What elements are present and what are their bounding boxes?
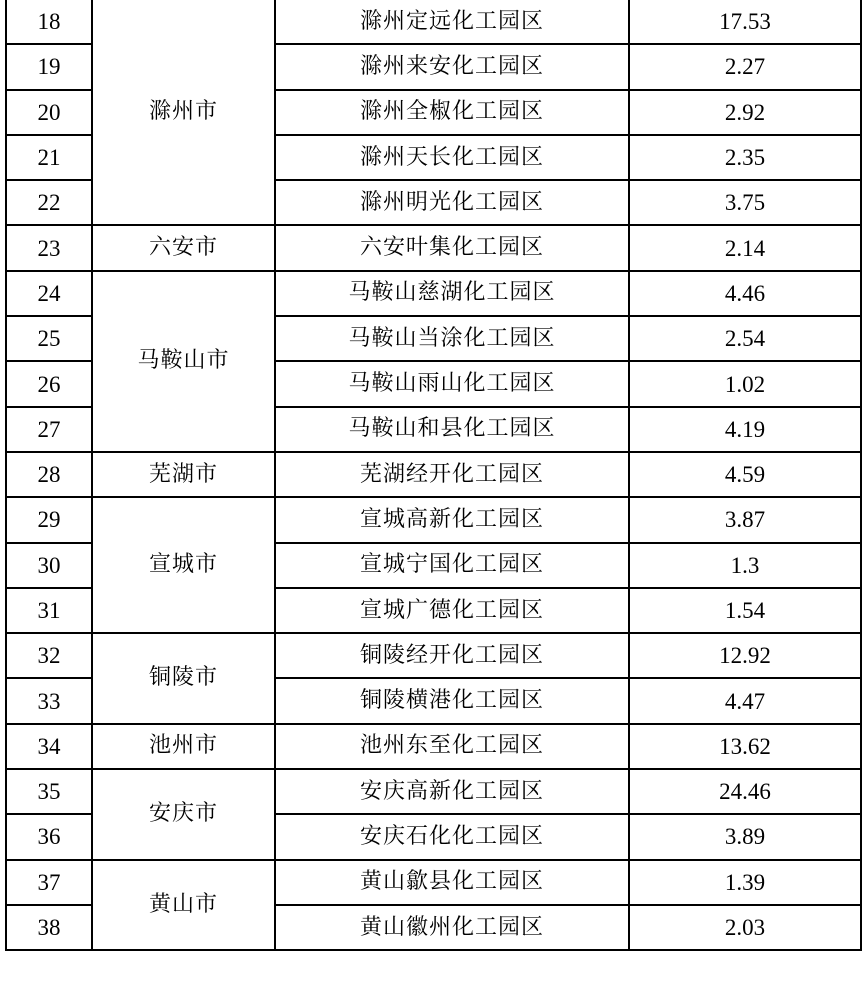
row-number-cell: 29 xyxy=(6,497,92,542)
park-name-cell: 宣城广德化工园区 xyxy=(275,588,629,633)
chemical-park-table xyxy=(5,0,862,951)
table-row xyxy=(6,860,861,905)
park-name-cell: 宣城高新化工园区 xyxy=(275,497,629,542)
park-name-cell: 六安叶集化工园区 xyxy=(275,225,629,270)
value-cell: 2.92 xyxy=(629,90,861,135)
park-name-cell: 马鞍山慈湖化工园区 xyxy=(275,271,629,316)
row-number-cell: 32 xyxy=(6,633,92,678)
park-name-cell: 滁州明光化工园区 xyxy=(275,180,629,225)
value-cell: 12.92 xyxy=(629,633,861,678)
row-number-cell: 23 xyxy=(6,225,92,270)
row-number-cell: 34 xyxy=(6,724,92,769)
table-row xyxy=(6,497,861,542)
table-row xyxy=(6,271,861,316)
park-name-cell: 黄山歙县化工园区 xyxy=(275,860,629,905)
city-cell: 池州市 xyxy=(92,724,275,769)
city-cell: 芜湖市 xyxy=(92,452,275,497)
table-row xyxy=(6,769,861,814)
row-number-cell: 28 xyxy=(6,452,92,497)
table-row xyxy=(6,724,861,769)
park-name-cell: 黄山徽州化工园区 xyxy=(275,905,629,950)
row-number-cell: 20 xyxy=(6,90,92,135)
city-cell: 马鞍山市 xyxy=(92,271,275,452)
value-cell: 1.02 xyxy=(629,361,861,406)
park-name-cell: 宣城宁国化工园区 xyxy=(275,543,629,588)
park-name-cell: 滁州来安化工园区 xyxy=(275,44,629,89)
row-number-cell: 22 xyxy=(6,180,92,225)
value-cell: 1.39 xyxy=(629,860,861,905)
park-name-cell: 滁州定远化工园区 xyxy=(275,0,629,44)
value-cell: 1.54 xyxy=(629,588,861,633)
park-name-cell: 马鞍山雨山化工园区 xyxy=(275,361,629,406)
park-name-cell: 铜陵横港化工园区 xyxy=(275,678,629,723)
park-name-cell: 池州东至化工园区 xyxy=(275,724,629,769)
park-name-cell: 滁州天长化工园区 xyxy=(275,135,629,180)
row-number-cell: 36 xyxy=(6,814,92,859)
value-cell: 2.03 xyxy=(629,905,861,950)
row-number-cell: 24 xyxy=(6,271,92,316)
table-row xyxy=(6,0,861,44)
park-name-cell: 滁州全椒化工园区 xyxy=(275,90,629,135)
table-row xyxy=(6,633,861,678)
park-name-cell: 铜陵经开化工园区 xyxy=(275,633,629,678)
row-number-cell: 26 xyxy=(6,361,92,406)
value-cell: 4.47 xyxy=(629,678,861,723)
row-number-cell: 38 xyxy=(6,905,92,950)
city-cell: 铜陵市 xyxy=(92,633,275,724)
park-name-cell: 马鞍山和县化工园区 xyxy=(275,407,629,452)
value-cell: 2.54 xyxy=(629,316,861,361)
row-number-cell: 19 xyxy=(6,44,92,89)
value-cell: 2.27 xyxy=(629,44,861,89)
value-cell: 4.19 xyxy=(629,407,861,452)
value-cell: 3.89 xyxy=(629,814,861,859)
value-cell: 3.87 xyxy=(629,497,861,542)
value-cell: 4.46 xyxy=(629,271,861,316)
park-name-cell: 安庆高新化工园区 xyxy=(275,769,629,814)
city-cell: 六安市 xyxy=(92,225,275,270)
value-cell: 3.75 xyxy=(629,180,861,225)
row-number-cell: 18 xyxy=(6,0,92,44)
value-cell: 17.53 xyxy=(629,0,861,44)
row-number-cell: 35 xyxy=(6,769,92,814)
park-name-cell: 安庆石化化工园区 xyxy=(275,814,629,859)
row-number-cell: 37 xyxy=(6,860,92,905)
row-number-cell: 33 xyxy=(6,678,92,723)
city-cell: 宣城市 xyxy=(92,497,275,633)
row-number-cell: 27 xyxy=(6,407,92,452)
value-cell: 13.62 xyxy=(629,724,861,769)
park-name-cell: 芜湖经开化工园区 xyxy=(275,452,629,497)
city-cell: 滁州市 xyxy=(92,0,275,225)
value-cell: 4.59 xyxy=(629,452,861,497)
table-body xyxy=(6,0,861,950)
row-number-cell: 21 xyxy=(6,135,92,180)
table-row xyxy=(6,225,861,270)
city-cell: 安庆市 xyxy=(92,769,275,860)
table-row xyxy=(6,452,861,497)
value-cell: 24.46 xyxy=(629,769,861,814)
row-number-cell: 25 xyxy=(6,316,92,361)
park-name-cell: 马鞍山当涂化工园区 xyxy=(275,316,629,361)
row-number-cell: 31 xyxy=(6,588,92,633)
city-cell: 黄山市 xyxy=(92,860,275,951)
value-cell: 1.3 xyxy=(629,543,861,588)
value-cell: 2.14 xyxy=(629,225,861,270)
value-cell: 2.35 xyxy=(629,135,861,180)
row-number-cell: 30 xyxy=(6,543,92,588)
